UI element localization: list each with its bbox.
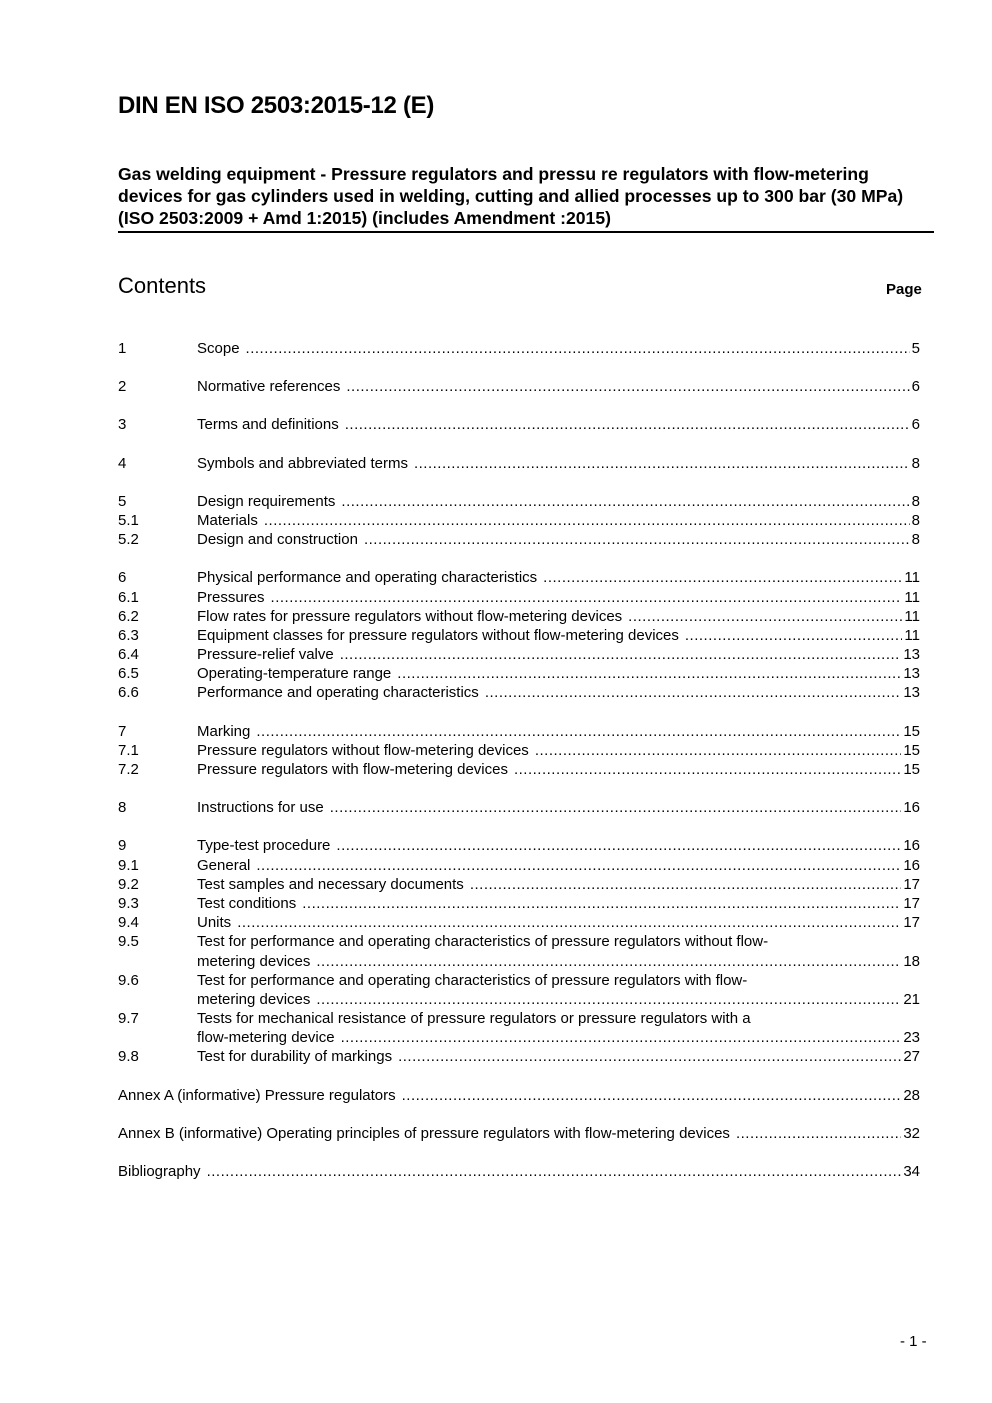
toc-title: Design and construction — [197, 531, 358, 549]
toc-title: General — [197, 856, 251, 874]
toc-page-number: 11 — [904, 569, 920, 587]
toc-number: 1 — [118, 340, 127, 357]
toc-page-number: 16 — [903, 799, 920, 817]
toc-title: Performance and operating characteristics — [197, 684, 479, 702]
toc-entry[interactable] — [118, 377, 920, 396]
toc-page-number: 27 — [903, 1048, 920, 1066]
toc-page-number: 8 — [911, 492, 920, 510]
toc-entry[interactable] — [118, 664, 920, 683]
bibliography-title: Bibliography — [118, 1163, 201, 1180]
toc-number: 9.4 — [118, 914, 139, 932]
toc-entry[interactable] — [118, 932, 920, 951]
toc-title: Physical performance and operating characteristics — [197, 569, 538, 587]
toc-page-number: 28 — [903, 1086, 920, 1104]
toc-number: 7.2 — [118, 761, 139, 778]
toc-title-line1: Tests for mechanical resistance of pressure regulators or pressure regulators with a — [197, 1010, 751, 1028]
document-id: DIN EN ISO 2503:2015-12 (E) — [118, 92, 435, 119]
toc-title: Terms and definitions — [197, 416, 339, 434]
toc-number: 8 — [118, 799, 127, 817]
toc-entry[interactable] — [118, 454, 920, 473]
toc-entry[interactable] — [118, 530, 920, 549]
toc-entry[interactable] — [118, 722, 920, 741]
toc-annex-entry[interactable] — [118, 1124, 920, 1143]
page-column-label: Page — [886, 281, 922, 298]
toc-title: Pressure regulators with flow-metering devices — [197, 761, 508, 778]
toc-page-number: 16 — [903, 856, 920, 874]
toc-title: Test conditions — [197, 894, 297, 912]
document-title: Gas welding equipment - Pressure regulators and pressu re regulators with flow-metering devices for gas cylinders used in welding, cutting and allied processes up to 300 bar (30 MPa) (ISO 2503:2009 + Amd 1:2015) (includes Amendment :2015) — [118, 163, 934, 233]
toc-number: 6.5 — [118, 665, 139, 683]
toc-page-number: 8 — [911, 454, 920, 472]
toc-entry[interactable] — [118, 645, 920, 664]
toc-page-number: 23 — [903, 1029, 920, 1047]
toc-number: 6.4 — [118, 646, 139, 664]
annex-title: Annex A (informative) Pressure regulators — [118, 1086, 396, 1104]
toc-entry[interactable] — [118, 626, 920, 645]
toc-number: 9.2 — [118, 875, 139, 893]
toc-number: 9.6 — [118, 971, 139, 989]
toc-bibliography-entry[interactable] — [118, 1162, 920, 1181]
toc-number: 9.1 — [118, 856, 139, 874]
table-of-contents — [118, 339, 920, 1181]
toc-number: 6.1 — [118, 588, 139, 606]
toc-entry[interactable] — [118, 913, 920, 932]
toc-title: Pressures — [197, 588, 265, 606]
toc-entry[interactable] — [118, 339, 920, 358]
toc-number: 9 — [118, 837, 127, 855]
toc-title-line1: Test for performance and operating characteristics of pressure regulators with flow- — [197, 971, 748, 989]
toc-entry[interactable] — [118, 856, 920, 875]
annex-title: Annex B (informative) Operating principles of pressure regulators with flow-metering devices — [118, 1124, 730, 1142]
toc-number: 6.6 — [118, 684, 139, 702]
toc-number: 6 — [118, 569, 127, 587]
toc-number: 9.5 — [118, 933, 139, 951]
toc-page-number: 34 — [903, 1163, 920, 1180]
toc-entry[interactable] — [118, 511, 920, 530]
toc-title: Symbols and abbreviated terms — [197, 454, 408, 472]
toc-entry[interactable] — [118, 415, 920, 434]
toc-entry[interactable] — [118, 683, 920, 702]
toc-number: 3 — [118, 416, 127, 434]
toc-entry[interactable] — [118, 607, 920, 626]
toc-page-number: 8 — [911, 531, 920, 549]
toc-page-number: 11 — [904, 607, 920, 625]
toc-page-number: 21 — [903, 990, 920, 1008]
toc-number: 2 — [118, 378, 127, 396]
toc-entry[interactable] — [118, 1009, 920, 1028]
toc-title: Equipment classes for pressure regulators without flow-metering devices — [197, 626, 679, 644]
toc-title: Design requirements — [197, 492, 336, 510]
toc-title: Normative references — [197, 378, 341, 396]
toc-page-number: 13 — [903, 684, 920, 702]
toc-number: 5.2 — [118, 531, 139, 549]
toc-page-number: 17 — [903, 894, 920, 912]
toc-number: 9.3 — [118, 894, 139, 912]
toc-page-number: 15 — [903, 722, 920, 740]
toc-title: Test samples and necessary documents — [197, 875, 464, 893]
toc-entry[interactable] — [118, 760, 920, 779]
toc-number: 9.7 — [118, 1010, 139, 1028]
toc-page-number: 15 — [903, 741, 920, 759]
toc-entry-continuation[interactable] — [118, 990, 920, 1009]
toc-entry[interactable] — [118, 836, 920, 855]
toc-entry[interactable] — [118, 492, 920, 511]
toc-title: Type-test procedure — [197, 837, 331, 855]
toc-entry[interactable] — [118, 875, 920, 894]
toc-page-number: 6 — [911, 378, 920, 396]
toc-entry[interactable] — [118, 971, 920, 990]
toc-title: Operating-temperature range — [197, 665, 392, 683]
toc-page-number: 18 — [903, 952, 920, 970]
toc-number: 6.2 — [118, 607, 139, 625]
contents-heading: Contents — [118, 273, 207, 298]
toc-title: metering devices — [197, 990, 311, 1008]
toc-page-number: 5 — [911, 340, 920, 357]
toc-title: Flow rates for pressure regulators without flow-metering devices — [197, 607, 623, 625]
page-number-footer: - 1 - — [900, 1333, 927, 1350]
toc-number: 4 — [118, 454, 127, 472]
toc-number: 7.1 — [118, 741, 139, 759]
toc-page-number: 13 — [903, 646, 920, 664]
toc-title: Pressure-relief valve — [197, 646, 334, 664]
toc-entry[interactable] — [118, 568, 920, 587]
toc-title: flow-metering device — [197, 1029, 335, 1047]
toc-number: 5.1 — [118, 511, 139, 529]
toc-entry[interactable] — [118, 894, 920, 913]
toc-title: Instructions for use — [197, 799, 324, 817]
toc-entry-continuation[interactable] — [118, 952, 920, 971]
toc-annex-entry[interactable] — [118, 1086, 920, 1105]
toc-page-number: 13 — [903, 665, 920, 683]
toc-page-number: 15 — [903, 761, 920, 778]
toc-title: Pressure regulators without flow-metering devices — [197, 741, 529, 759]
toc-entry-continuation[interactable] — [118, 1028, 920, 1047]
toc-title: Scope — [197, 340, 240, 357]
toc-title-line1: Test for performance and operating characteristics of pressure regulators without flow- — [197, 933, 769, 951]
toc-title: Materials — [197, 511, 258, 529]
toc-title: Units — [197, 914, 232, 932]
toc-page-number: 8 — [911, 511, 920, 529]
toc-title: metering devices — [197, 952, 311, 970]
toc-number: 9.8 — [118, 1048, 139, 1066]
toc-entry[interactable] — [118, 798, 920, 817]
toc-page-number: 16 — [903, 837, 920, 855]
toc-entry[interactable] — [118, 741, 920, 760]
toc-page-number: 11 — [904, 626, 920, 644]
toc-entry[interactable] — [118, 1047, 920, 1066]
toc-entry[interactable] — [118, 588, 920, 607]
toc-page-number: 32 — [903, 1124, 920, 1142]
toc-title: Marking — [197, 722, 251, 740]
toc-number: 6.3 — [118, 626, 139, 644]
toc-page-number: 17 — [903, 875, 920, 893]
toc-page-number: 6 — [911, 416, 920, 434]
toc-number: 5 — [118, 492, 127, 510]
toc-number: 7 — [118, 722, 127, 740]
toc-page-number: 17 — [903, 914, 920, 932]
toc-title: Test for durability of markings — [197, 1048, 393, 1066]
toc-page-number: 11 — [904, 588, 920, 606]
